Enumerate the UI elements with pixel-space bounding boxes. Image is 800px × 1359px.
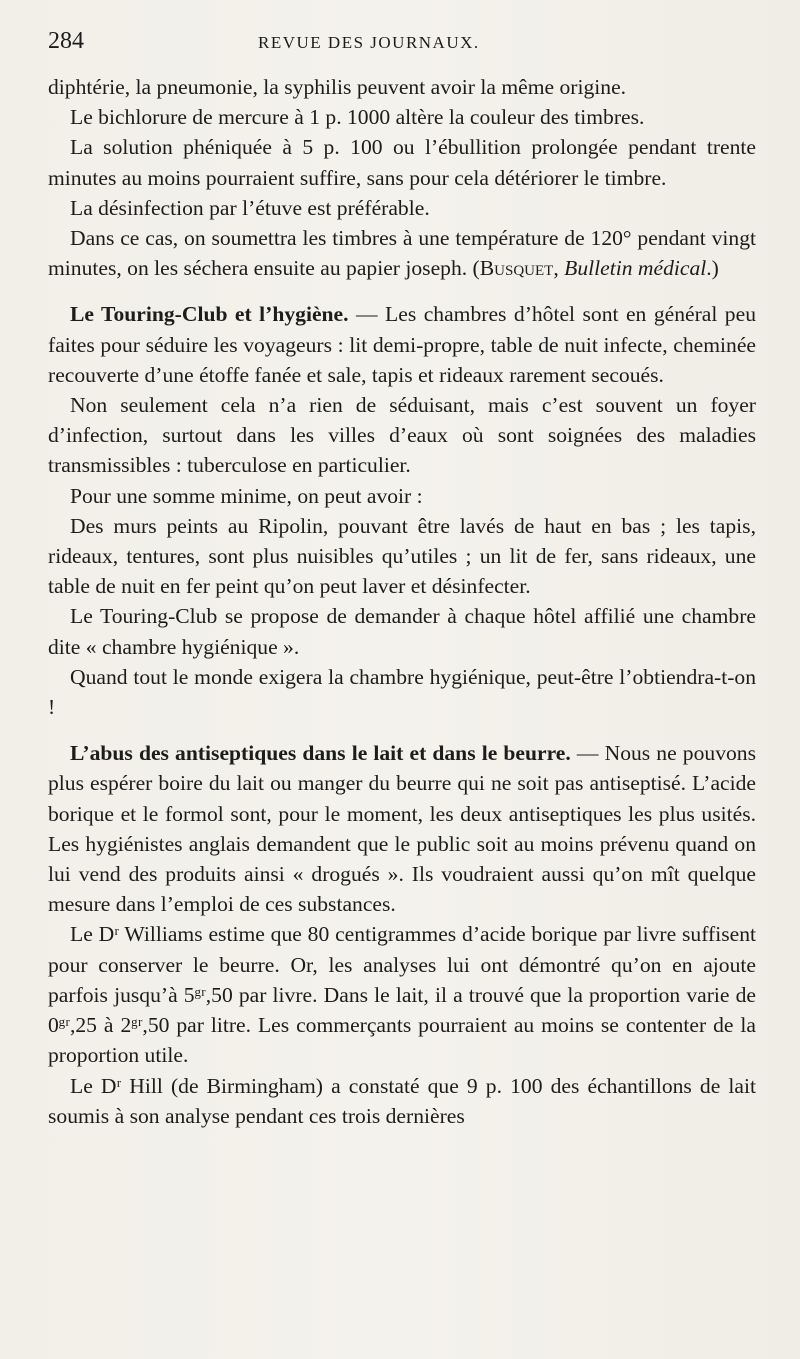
paragraph: Le Touring-Club se propose de demander à chaque hôtel affilié une chambre dite « chambre hygiénique ». bbox=[48, 604, 756, 659]
paragraph: Non seulement cela n’a rien de séduisant, mais c’est souvent un foyer d’infection, surtout dans les villes d’eaux où sont soignées des maladies transmissibles : tuberculose en particulier. bbox=[48, 393, 756, 478]
paragraph: Le Dʳ Hill (de Birmingham) a constaté que 9 p. 100 des échantillons de lait soumis à son analyse pendant ces trois dernières bbox=[48, 1073, 756, 1128]
paragraph: diphtérie, la pneumonie, la syphilis peuvent avoir la même origine. bbox=[48, 75, 627, 99]
section-title: Le Touring-Club et l’hygiène. bbox=[70, 302, 349, 327]
citation-author: Busquet bbox=[479, 256, 554, 281]
paragraph: La désinfection par l’étuve est préférable. bbox=[70, 195, 430, 220]
section-intro: — Nous ne pouvons plus espérer boire du lait ou manger du beurre qui ne soit pas antiseptisé. L’acide borique et le formol sont, pour le moment, les deux antiseptiques les plus usités. Les hygiénistes anglais demandent que le public soit au moins prévenu quand on lui vend des produits ainsi « drogués ». Ils voudraient aussi qu’on mît quelque mesure dans l’emploi de ces substances. bbox=[48, 741, 756, 917]
section-touring-club bbox=[48, 299, 756, 390]
page-header bbox=[48, 28, 756, 72]
paragraph: Quand tout le monde exigera la chambre hygiénique, peut-être l’obtiendra-t-on ! bbox=[48, 664, 756, 720]
paragraph: Pour une somme minime, on peut avoir : bbox=[70, 483, 423, 508]
paragraph: Des murs peints au Ripolin, pouvant être lavés de haut en bas ; les tapis, rideaux, tentures, sont plus nuisibles qu’utiles ; un lit de fer, sans rideaux, une table de nuit en fer peint qu’on peut laver et désinfecter. bbox=[48, 513, 756, 599]
section-gap bbox=[48, 722, 756, 738]
citation-text: Dans ce cas, on soumettra les timbres à une température de 120° pendant vingt minutes, on les séchera ensuite au papier joseph. ( bbox=[48, 226, 756, 281]
section-gap bbox=[48, 283, 756, 299]
section-antiseptiques bbox=[48, 738, 756, 919]
page-number: 284 bbox=[48, 28, 84, 54]
citation-end: .) bbox=[706, 256, 719, 281]
section-title: L’abus des antiseptiques dans le lait et dans le beurre. bbox=[70, 741, 571, 766]
running-title: REVUE DES JOURNAUX. bbox=[258, 33, 480, 52]
paragraph-citation bbox=[48, 223, 756, 283]
paragraph: Le bichlorure de mercure à 1 p. 1000 altère la couleur des timbres. bbox=[70, 105, 645, 130]
paragraph: Le Dʳ Williams estime que 80 centigrammes d’acide borique par livre suffisent pour conserver le beurre. Or, les analyses lui ont démontré qu’on en ajoute parfois jusqu’à 5ᵍʳ,50 par livre. Dans le lait, il a trouvé que la proportion varie de 0ᵍʳ,25 à 2ᵍʳ,50 par litre. Les commerçants pourraient au moins se contenter de la proportion utile. bbox=[48, 922, 756, 1068]
citation-source: Bulletin médical bbox=[564, 256, 707, 281]
citation-separator: , bbox=[553, 256, 565, 281]
article-body bbox=[48, 72, 756, 1131]
paragraph: La solution phéniquée à 5 p. 100 ou l’ébullition prolongée pendant trente minutes au moins pourraient suffire, sans pour cela détériorer le timbre. bbox=[48, 135, 756, 190]
section-intro: — Les chambres d’hôtel sont en général peu faites pour séduire les voyageurs : lit demi-propre, table de nuit infecte, cheminée recouverte d’une étoffe fanée et sale, tapis et rideaux rarement secoués. bbox=[48, 302, 756, 387]
